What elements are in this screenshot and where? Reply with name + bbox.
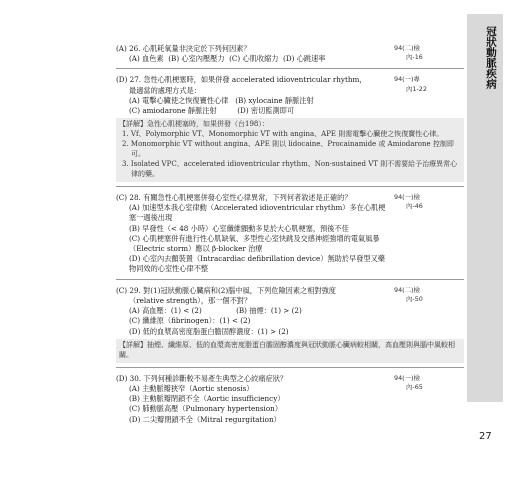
source-page: 內1-22 bbox=[406, 84, 427, 93]
option-d: (D) 心室內去顫裝置（Intracardiac defibrillation device）無助於早發型又藥物同效的心室性心律不整 bbox=[129, 254, 385, 274]
source-label: 94(二)檢 bbox=[394, 44, 420, 52]
source-page: 內-16 bbox=[406, 53, 423, 62]
question-source bbox=[388, 75, 460, 116]
option-b: (B) 早發性（< 48 小時）心室纖維顫動多見於大心肌梗塞，預後不佳 bbox=[129, 223, 349, 233]
question-27 bbox=[116, 75, 464, 187]
option-d: (D) 二尖瓣閉鎖不全（Mitral regurgitation） bbox=[129, 414, 281, 424]
option-c: (C) 心肌梗塞併有進行性心肌缺氧、多型性心室快跳及交感神經強增的電氣風暴（Electric storm）應以 β-blocker 治療 bbox=[129, 233, 380, 254]
option-b: (B) 心室內壓壓力 bbox=[168, 54, 225, 64]
source-page: 內-65 bbox=[406, 382, 423, 391]
source-page: 內-50 bbox=[406, 294, 423, 303]
question-source bbox=[388, 44, 460, 64]
options-row bbox=[116, 54, 388, 64]
page-number: 27 bbox=[479, 431, 492, 442]
source-label: 94(一)專 bbox=[394, 75, 420, 84]
sidebar bbox=[465, 0, 520, 500]
explanation-item: 3. Isolated VPC、accelerated idioventricular rhythm、Non-sustained VT 則不需要給予治療異常心律的藥。 bbox=[122, 160, 458, 178]
question-stem: (C) 28. 有關急性心肌梗塞併發心室性心律異常，下列何者敘述是正確的？ bbox=[116, 192, 352, 202]
question-stem: (D) 27. 急性心肌梗塞時，如果併發 accelerated idioventricular rhythm， bbox=[116, 75, 367, 85]
option-c: (C) 纖維原（fibrinogen）：(1) < (2) bbox=[129, 316, 251, 326]
option-b: (B) xylocaine 靜脈注射 bbox=[235, 95, 314, 105]
question-30 bbox=[116, 374, 464, 425]
divider bbox=[116, 279, 464, 280]
option-a: (A) 加速型本我心室律動（Accelerated idioventricular rhythm）多在心肌梗塞一週後出現 bbox=[129, 203, 386, 223]
options-row bbox=[116, 96, 388, 106]
option-c: (C) 肺動脈高壓（Pulmonary hypertension） bbox=[129, 404, 283, 414]
option-c: (C) amiodarone 靜脈注射 bbox=[129, 106, 217, 116]
question-stem-cont: （relative strength），那一個不對？ bbox=[129, 295, 252, 305]
source-label: 94(一)檢 bbox=[394, 192, 420, 201]
options-row bbox=[116, 106, 388, 116]
option-d: (D) 低的血漿高密度脂蛋白膽固醇濃度：(1) > (2) bbox=[129, 326, 289, 336]
source-label: 94(一)檢 bbox=[394, 373, 420, 382]
option-b: (B) 主動脈瓣閉鎖不全（Aortic insufficiency） bbox=[129, 394, 285, 404]
explanation-text: 抽煙、纖維原、低的血漿高密度脂蛋白膽固醇濃度與冠狀動脈心臟病較相關，高血壓則與腦中風較相關。 bbox=[119, 340, 455, 359]
explanation-label: 【詳解】 bbox=[119, 340, 147, 349]
explanation-intro: 急性心肌梗塞時，如果併發（台198）： bbox=[147, 120, 269, 129]
question-source bbox=[388, 286, 460, 337]
question-list bbox=[116, 44, 464, 425]
source-page: 內-46 bbox=[406, 202, 423, 211]
question-29 bbox=[116, 286, 464, 368]
divider bbox=[116, 68, 464, 69]
chapter-title: 冠狀動脈疾病 bbox=[485, 26, 497, 89]
divider bbox=[116, 186, 464, 187]
question-source bbox=[388, 374, 460, 425]
question-28 bbox=[116, 193, 464, 280]
explanation-label: 【詳解】 bbox=[119, 120, 147, 129]
option-a: (A) 主動脈瓣狹窄（Aortic stenosis） bbox=[129, 383, 254, 393]
source-label: 94(二)檢 bbox=[394, 285, 420, 294]
question-stem: (D) 30. 下列何種診斷較不易產生典型之心絞痛症狀？ bbox=[116, 373, 288, 383]
option-c: (C) 心肌收縮力 bbox=[229, 54, 279, 64]
explanation-item: 1. Vf、Polymorphic VT、Monomorphic VT with angina、APE 則需電擊心臟使之恢復竇性心律。 bbox=[122, 130, 444, 139]
option-b: (B) 抽煙：(1) > (2) bbox=[236, 306, 302, 316]
question-stem-cont: 最適當的處理方式是： bbox=[129, 85, 201, 95]
question-stem: (C) 29. 對(1)冠狀動脈心臟病和(2)腦中風，下列危險因素之相對強度 bbox=[116, 285, 336, 295]
explanation-box bbox=[116, 339, 464, 363]
option-d: (D) 心跳速率 bbox=[283, 54, 326, 64]
question-source bbox=[388, 193, 460, 275]
chapter-tab bbox=[467, 14, 503, 402]
question-26 bbox=[116, 44, 464, 69]
option-a: (A) 高血壓：(1) < (2) bbox=[129, 306, 202, 316]
option-a: (A) 電擊心臟使之恢復竇性心律 bbox=[129, 95, 229, 105]
explanation-box bbox=[116, 118, 464, 182]
option-a: (A) 血色素 bbox=[129, 54, 164, 64]
divider bbox=[116, 367, 464, 368]
explanation-item: 2. Monomorphic VT without angina、APE 則以 lidocaine、Procainamide 或 Amiodarone 控制即可。 bbox=[122, 140, 454, 159]
option-d: (D) 密切監測即可 bbox=[237, 106, 295, 116]
options-row bbox=[116, 306, 388, 316]
question-stem: (A) 26. 心肌耗氧量非決定於下列何因素？ bbox=[116, 44, 251, 53]
